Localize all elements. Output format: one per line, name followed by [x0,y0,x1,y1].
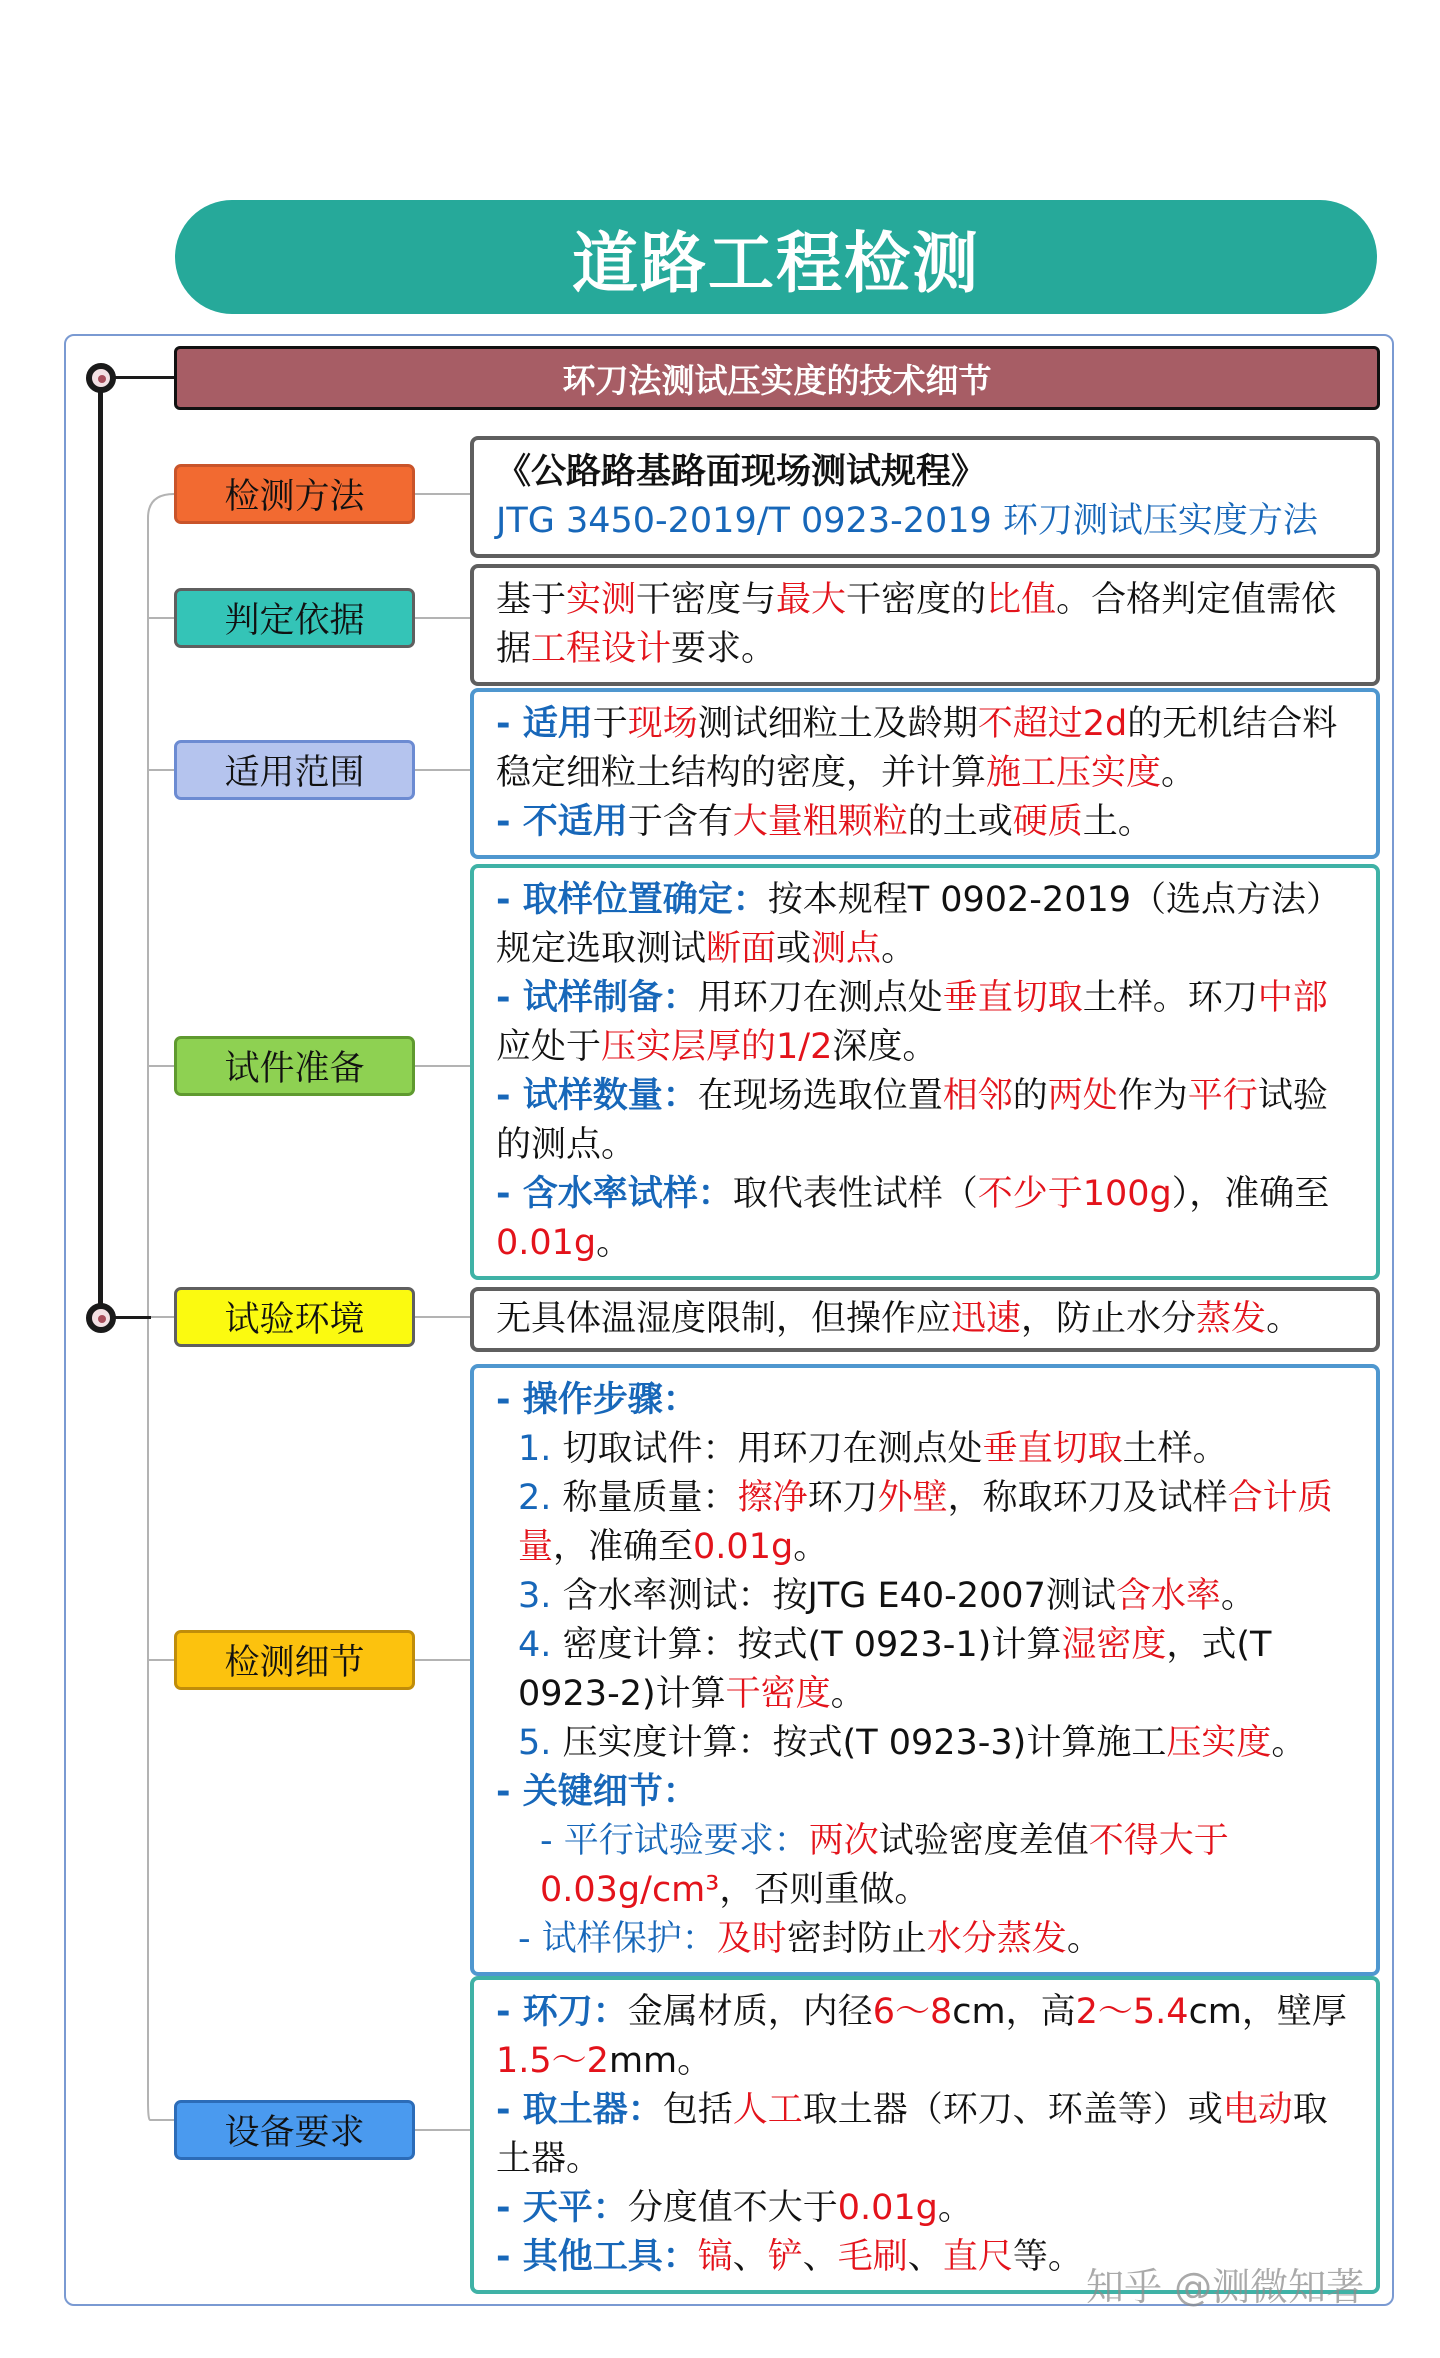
key-details-heading: - 关键细节： [496,1772,698,1812]
text-run: 。 [1220,1576,1256,1616]
highlight-run: 直尺 [942,2237,1013,2277]
highlight-run: 1.5～2 [496,2041,609,2081]
text-run: 。 [596,1223,632,1263]
key-run: - 不适用 [496,802,628,842]
detail-parallel [496,1817,1354,1915]
text-run: 称量质量： [562,1478,738,1518]
highlight-run: 不超过2d [977,704,1128,744]
text-run: 金属材质，内径 [627,1992,873,2032]
text-run: 的无机结合料稳定细粒土结构的密度，并计算 [496,704,1338,793]
node-circle-bottom [86,1303,116,1333]
text-run: 分度值不大于 [627,2188,838,2228]
text-run: 按本规程T 0902-2019（选点方法）规定选取测试 [496,880,1341,969]
text-run: 干密度的 [846,580,987,620]
text-run: 、 [802,2237,838,2277]
key-run: - 试样保护： [518,1919,717,1959]
text-run: 密封防止 [786,1919,927,1959]
box-equipment [470,1976,1380,2294]
label-equipment [174,2100,415,2160]
highlight-run: 实测 [566,580,637,620]
highlight-run: 现场 [627,704,698,744]
highlight-run: 两处 [1047,1076,1118,1116]
highlight-run: 工程设计 [531,629,672,669]
text-run: 要求。 [671,629,777,669]
detail-protection [496,1915,1354,1964]
text-run: 密度计算：按式(T 0923-1)计算 [562,1625,1062,1665]
text-run: 切取试件：用环刀在测点处 [562,1429,983,1469]
highlight-run: 两次 [808,1821,879,1861]
text-run: 或 [776,929,812,969]
tree-spine [98,378,103,1318]
text-run: 试验的测点。 [496,1076,1328,1165]
step-1 [496,1425,1354,1474]
highlight-run: 压实度 [1166,1723,1272,1763]
text-run: ，式(T 0923-2)计算 [518,1625,1272,1714]
highlight-run: 合计质量 [518,1478,1333,1567]
text-run: 等。 [1012,2237,1083,2277]
scope-not-applicable [496,798,1354,847]
node-circle-top [86,363,116,393]
highlight-run: 最大 [776,580,847,620]
step-number: 2. [518,1478,552,1518]
text-run: 测试细粒土及龄期 [697,704,978,744]
key-run: - 试样数量： [496,1076,698,1116]
text-run: 。 [1161,753,1197,793]
highlight-run: 压实层厚的1/2 [601,1027,833,1067]
step-2 [496,1474,1354,1572]
highlight-run: 垂直切取 [942,978,1083,1018]
subtitle-text: 环刀法测试压实度的技术细节 [562,360,992,400]
section-subtitle [174,346,1380,410]
highlight-run: 不少于100g [977,1174,1172,1214]
standard-code: JTG 3450-2019/T 0923-2019 环刀测试压实度方法 [496,501,1318,541]
key-run: - 试样制备： [496,978,698,1018]
text-run: 包括 [662,2090,733,2130]
text-run: 的土或 [907,802,1013,842]
label-specimen-prep [174,1036,415,1096]
highlight-run: 2～5.4 [1075,1992,1189,2032]
label-text: 判定依据 [224,601,365,641]
text-run: 取土器。 [496,2090,1328,2179]
highlight-run: 测点 [811,929,882,969]
prep-location [496,876,1354,974]
highlight-run: 外壁 [877,1478,948,1518]
highlight-run: 不得大于0.03g/cm³ [540,1821,1229,1910]
text-run: ，称取环刀及试样 [947,1478,1228,1518]
page-title: 道路工程检测 [572,224,980,302]
label-text: 检测细节 [224,1643,365,1683]
text-run: 深度。 [832,1027,938,1067]
highlight-run: 铲 [767,2237,803,2277]
highlight-run: 相邻 [942,1076,1013,1116]
highlight-run: 镐 [697,2237,733,2277]
highlight-run: 湿密度 [1061,1625,1167,1665]
key-run: - 取土器： [496,2090,663,2130]
text-run: 环刀 [807,1478,878,1518]
highlight-run: 擦净 [737,1478,808,1518]
highlight-run: 及时 [716,1919,787,1959]
text-run: 用环刀在测点处 [697,978,943,1018]
steps-heading: - 操作步骤： [496,1380,698,1420]
text-run: 、 [732,2237,768,2277]
highlight-run: 水分蒸发 [926,1919,1067,1959]
text-run: 。 [830,1674,866,1714]
text-run: 土样。环刀 [1082,978,1258,1018]
label-text: 适用范围 [224,753,365,793]
text-run: 无具体温湿度限制，但操作应 [496,1299,952,1339]
highlight-run: 中部 [1257,978,1328,1018]
label-detection-method [174,464,415,524]
text-run: cm，壁厚 [1188,1992,1347,2032]
text-run: 。 [937,2188,973,2228]
box-detection-details [470,1364,1380,1976]
highlight-run: 硬质 [1012,802,1083,842]
box-detection-method [470,436,1380,558]
text-run: ，防止水分 [1021,1299,1197,1339]
page-title-banner [175,200,1377,314]
label-judgment-basis [174,588,415,648]
text-run: 于含有 [627,802,733,842]
highlight-run: 平行 [1187,1076,1258,1116]
text-run: mm。 [608,2041,713,2081]
box-scope [470,688,1380,859]
label-scope [174,740,415,800]
highlight-run: 含水率 [1115,1576,1221,1616]
step-number: 1. [518,1429,552,1469]
highlight-run: 人工 [732,2090,803,2130]
highlight-run: 比值 [986,580,1057,620]
text-run: 。 [793,1527,829,1567]
text-run: 。 [1066,1919,1102,1959]
step-number: 5. [518,1723,552,1763]
equipment-balance [496,2184,1354,2233]
text-run: cm，高 [952,1992,1076,2032]
equipment-ring-knife [496,1988,1354,2086]
key-run: - 天平： [496,2188,628,2228]
text-run: 土样。 [1122,1429,1228,1469]
text-run: ，准确至 [553,1527,694,1567]
prep-sampling [496,974,1354,1072]
text-run: 作为 [1117,1076,1188,1116]
text-run: 。合格判定值需依据 [496,580,1337,669]
standard-title: 《公路路基路面现场测试规程》 [496,452,987,492]
label-text: 试验环境 [224,1300,365,1340]
key-run: - 含水率试样： [496,1174,733,1214]
text-run: 。 [1266,1299,1302,1339]
highlight-run: 施工压实度 [986,753,1162,793]
key-run: - 适用 [496,704,593,744]
text-run: 应处于 [496,1027,602,1067]
text-run: 取代表性试样（ [732,1174,978,1214]
highlight-run: 垂直切取 [982,1429,1123,1469]
label-text: 试件准备 [224,1049,365,1089]
key-run: - 环刀： [496,1992,628,2032]
highlight-run: 6～8 [872,1992,953,2032]
step-4 [496,1621,1354,1719]
environment-text [496,1295,1354,1344]
label-text: 检测方法 [224,477,365,517]
text-run: 在现场选取位置 [697,1076,943,1116]
text-run: 取土器（环刀、环盖等）或 [802,2090,1223,2130]
spine-stub-top [115,376,175,379]
text-run: 含水率测试：按JTG E40-2007测试 [562,1576,1116,1616]
prep-quantity [496,1072,1354,1170]
box-judgment-basis [470,564,1380,686]
text-run: 。 [881,929,917,969]
text-run: 的 [1012,1076,1048,1116]
step-5 [496,1719,1354,1768]
text-run: 试验密度差值 [878,1821,1089,1861]
text-run: ），准确至 [1171,1174,1330,1214]
highlight-run: 毛刷 [837,2237,908,2277]
spine-stub-bottom [115,1316,151,1319]
highlight-run: 电动 [1222,2090,1293,2130]
text-run: 基于 [496,580,567,620]
watermark: 知乎 @测微知著 [1086,2265,1365,2309]
label-test-environment [174,1287,415,1347]
text-run: 于 [592,704,628,744]
text-run: 、 [907,2237,943,2277]
highlight-run: 大量粗颗粒 [732,802,908,842]
equipment-sampler [496,2086,1354,2184]
label-text: 设备要求 [224,2113,365,2153]
highlight-run: 迅速 [951,1299,1022,1339]
highlight-run: 0.01g [693,1527,794,1567]
key-run: - 其他工具： [496,2237,698,2277]
prep-moisture [496,1170,1354,1268]
label-detection-details [174,1630,415,1690]
step-number: 3. [518,1576,552,1616]
text-run: 。 [1271,1723,1307,1763]
scope-applicable [496,700,1354,798]
box-test-environment [470,1287,1380,1352]
text-run: 压实度计算：按式(T 0923-3)计算施工 [562,1723,1167,1763]
highlight-run: 蒸发 [1196,1299,1267,1339]
box-specimen-prep [470,864,1380,1280]
highlight-run: 0.01g [496,1223,597,1263]
step-number: 4. [518,1625,552,1665]
judgment-text [496,576,1354,674]
highlight-run: 断面 [706,929,777,969]
highlight-run: 0.01g [837,2188,938,2228]
key-run: - 取样位置确定： [496,880,768,920]
step-3 [496,1572,1354,1621]
highlight-run: 干密度 [725,1674,831,1714]
text-run: 干密度与 [636,580,777,620]
key-run: - 平行试验要求： [540,1821,809,1861]
text-run: 土。 [1082,802,1153,842]
text-run: ，否则重做。 [719,1870,930,1910]
